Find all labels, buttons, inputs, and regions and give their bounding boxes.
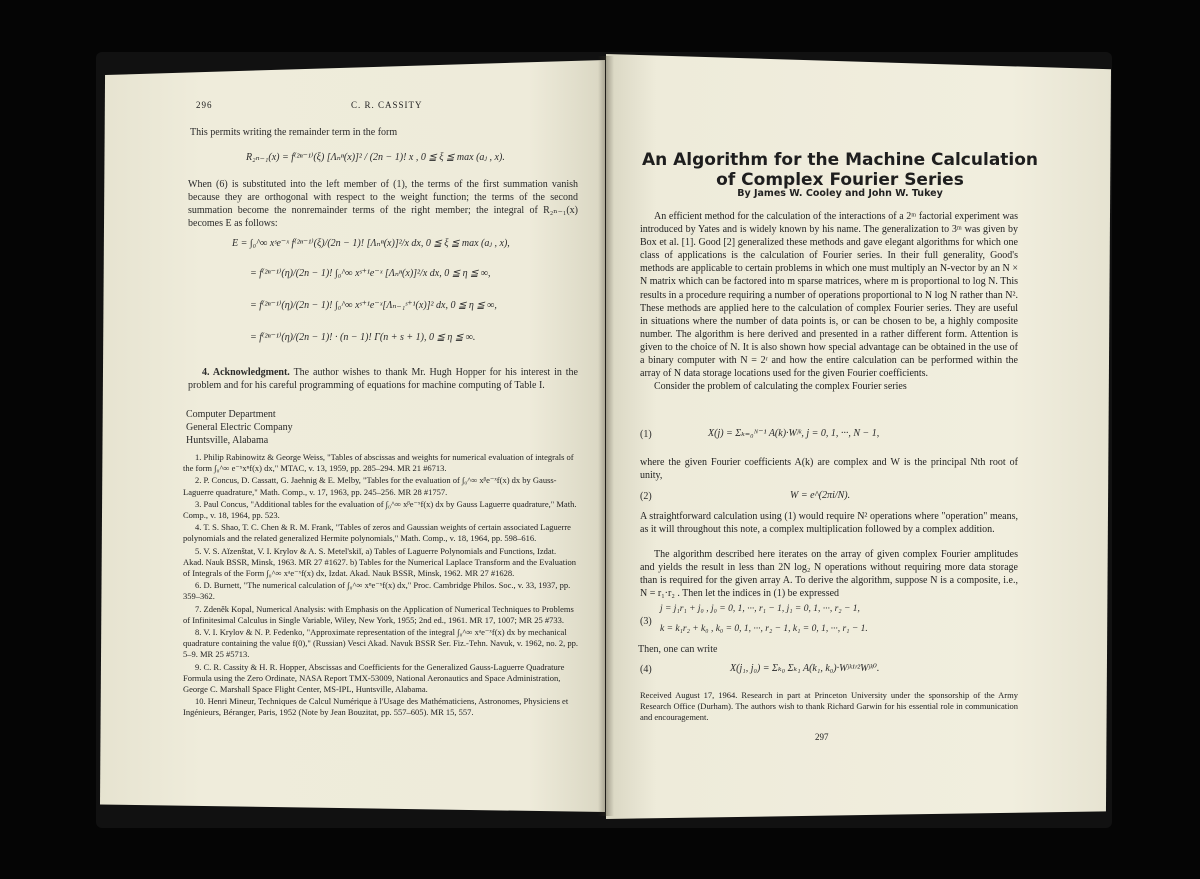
reference-item: 4. T. S. Shao, T. C. Chen & R. M. Frank, "Tables of zeros and Gaussian weights of certain associated Laguerre polynomials and the related generalized Hermite polynomials," Math. Comp., v. 18, 1964, pp. 598–616. [183, 522, 571, 544]
address-line-2: General Electric Company [186, 422, 293, 433]
abstract-text: An efficient method for the calculation of the interactions of a 2ᵐ factorial experiment was introduced by Yates and is widely known by his name. The generalization to 3ᵐ was given by Box et al. [1]. Good [2] generalized these methods and gave elegant algorithms for which one class of applications is the calculation of Fourier series. In their full generality, Good's methods are applicable to certain problems in which one must multiply an N-vector by an N × N matrix which can be factored into m sparse matrices, where m is proportional to log N. This results in a procedure requiring a number of operations proportional to N log N rather than N². These methods are applied here to the calculation of complex Fourier series. They are useful in situations where the number of data points is, or can be chosen to be, a highly composite number. The algorithm is here derived and presented in a rather different form. Attention is given to the choice of N. It is also shown how special advantage can be obtained in the use of a binary computer with N = 2ʳ and how the entire calculation can be performed within the array of N data storage locations used for the given Fourier coefficients. [640, 211, 1018, 380]
reference-item: 2. P. Concus, D. Cassatt, G. Jaehnig & E. Melby, "Tables for the evaluation of ∫₀^∞ xᵝe⁻ˣf(x) dx by Gauss-Laguerre quadrature," Math. Comp., v. 17, 1963, pp. 245–256. MR 28 #1757. [183, 475, 557, 497]
left-page-number: 296 [196, 100, 213, 110]
algorithm-paragraph [640, 548, 1018, 600]
algorithm-text: The algorithm described here iterates on the array of given complex Fourier amplitudes and yields the result in less than 2N log₂ N operations without requiring more data storage than is required for the given array A. To derive the algorithm, suppose N is a composite, i.e., N = r₁·r₂ . Then let the indices in (1) be expressed [640, 549, 1018, 600]
remainder-intro: This permits writing the remainder term in the form [190, 127, 398, 138]
equation-2: W = e^(2πi/N). [790, 490, 851, 501]
equation-1: X(j) = Σₖ₌₀ᴺ⁻¹ A(k)·Wʲᵏ, j = 0, 1, ···, N − 1, [708, 428, 880, 439]
operations-paragraph [640, 510, 1018, 536]
abstract-paragraph [640, 210, 1018, 393]
acknowledgment-paragraph [188, 366, 578, 392]
reference-item: 3. Paul Concus, "Additional tables for the evaluation of ∫₀^∞ xᵝe⁻ˣf(x) dx by Gauss Laguerre quadrature," Math. Comp., v. 18, 1964, pp. 523. [183, 498, 577, 521]
right-page-number: 297 [815, 732, 829, 742]
article-byline: By James W. Cooley and John W. Tukey [737, 188, 943, 199]
address-line-3: Huntsville, Alabama [186, 435, 269, 446]
eq2-label: (2) [640, 491, 652, 502]
reference-item: 7. Zdeněk Kopal, Numerical Analysis: with Emphasis on the Application of Numerical Techniques to Problems of Infinitesimal Calculus in Single Variable, Wiley, New York, 1955; 2nd ed., 1961. MR 17, 1007; MR 25 #733. [183, 603, 574, 625]
straightforward-text: A straightforward calculation using (1) would require N² operations where "operation" means, as it will throughout this note, a complex multiplication followed by a complex addition. [640, 511, 1018, 536]
where-text: where the given Fourier coefficients A(k) are complex and W is the principal Nth root of unity, [640, 457, 1018, 482]
equation-3-line-2: k = k₁r₂ + k₀ , k₀ = 0, 1, ···, r₂ − 1, k₁ = 0, 1, ···, r₁ − 1. [660, 624, 868, 634]
error-equation-line-4: = f⁽²ⁿ⁻¹⁾(η)/(2n − 1)! · (n − 1)! Γ(n + s + 1), 0 ≦ η ≦ ∞. [250, 332, 476, 343]
running-head: C. R. CASSITY [351, 100, 423, 110]
left-page-header [196, 100, 596, 110]
reference-item: 6. D. Burnett, "The numerical calculation of ∫₀^∞ xⁿe⁻ˣf(x) dx," Proc. Cambridge Philos. Soc., v. 33, 1937, pp. 359–362. [183, 580, 571, 602]
error-equation-line-3: = f⁽²ⁿ⁻¹⁾(η)/(2n − 1)! ∫₀^∞ xˢ⁺¹e⁻ˣ[Λₙ₋₁ˢ⁺¹(x)]² dx, 0 ≦ η ≦ ∞, [250, 300, 497, 311]
remainder-equation: R₂ₙ₋₁(x) = f⁽²ⁿ⁻¹⁾(ξ) [Λₙⁿ(x)]² / (2n − 1)! x , 0 ≦ ξ ≦ max (aⱼ , x). [246, 152, 505, 163]
where-paragraph [640, 456, 1018, 482]
equation-3-line-1: j = j₁r₁ + j₀ , j₀ = 0, 1, ···, r₁ − 1, j₁ = 0, 1, ···, r₂ − 1, [660, 604, 860, 614]
eq1-label: (1) [640, 429, 652, 440]
reference-item: 9. C. R. Cassity & H. R. Hopper, Abscissas and Coefficients for the Generalized Gauss-Laguerre Quadrature Formula using the Zero Ordinate, NASA Report TMX-53009, National Aeronautics and Space Administration, George C. Marshall Space Flight Center, MS-IPL, Huntsville, Alabama. [183, 661, 565, 695]
article-title: An Algorithm for the Machine Calculation of Complex Fourier Series [641, 150, 1039, 190]
consider-text: Consider the problem of calculating the complex Fourier series [654, 381, 907, 393]
then-text: Then, one can write [638, 644, 718, 655]
address-line-1: Computer Department [186, 409, 276, 420]
error-equation-line-1: E = ∫₀^∞ xˢe⁻ˣ f⁽²ⁿ⁻¹⁾(ξ)/(2n − 1)! [Λₙⁿ(x)]²/x dx, 0 ≦ ξ ≦ max (aⱼ , x), [232, 238, 510, 249]
acknowledgment-heading: 4. Acknowledgment. [202, 367, 290, 378]
received-footnote: Received August 17, 1964. Research in part at Princeton University under the sponsorship of the Army Research Office (Durham). The authors wish to thank Richard Garwin for his essential role in communication and encouragement. [640, 690, 1018, 722]
eq4-label: (4) [640, 664, 652, 675]
reference-list [183, 452, 578, 720]
equation-4: X(j₁, j₀) = Σₖ₀ Σₖ₁ A(k₁, k₀)·Wʲᵏ¹ʳ²Wʲᵏ⁰. [730, 663, 880, 674]
acknowledgment-text: The author wishes to thank Mr. Hugh Hopper for his interest in the problem and for his careful programming of equations for machine computing of Table I. [188, 367, 578, 391]
error-equation-line-2: = f⁽²ⁿ⁻¹⁾(η)/(2n − 1)! ∫₀^∞ xˢ⁺¹e⁻ˣ [Λₙⁿ(x)]²/x dx, 0 ≦ η ≦ ∞, [250, 268, 491, 279]
reference-item: 1. Philip Rabinowitz & George Weiss, "Tables of abscissas and weights for numerical evaluation of integrals of the form ∫₀^∞ e⁻ˣxⁿf(x) dx," MTAC, v. 13, 1959, pp. 285–294. MR 21 #6713. [183, 452, 574, 474]
reference-item: 10. Henri Mineur, Techniques de Calcul Numérique à l'Usage des Mathématiciens, Astronomes, Physiciens et Ingénieurs, Béranger, Paris, 1952 (Note by Jean Bouzitat, pp. 557–605). MR 15, 557. [183, 696, 569, 718]
eq3-label: (3) [640, 616, 652, 627]
reference-item: 8. V. I. Krylov & N. P. Fedenko, "Approximate representation of the integral ∫₀^∞ xᵃe⁻ˣf(x) dx by mechanical quadrature containing the value f(0)," (Russian) Vesci Akad. Navuk BSSR Ser. Fiz.-Tehn. Navuk, v. 1962, no. 2, pp. 5–9. MR 25 #5713. [183, 627, 578, 660]
book-gutter [598, 56, 614, 816]
substitution-paragraph: When (6) is substituted into the left member of (1), the terms of the first summation vanish because they are orthogonal with respect to the weight function; the terms of the second summation become the nonremainder terms of the right member; the integral of R₂ₙ₋₁(x) becomes E as follows: [188, 179, 578, 229]
author-address [186, 408, 386, 447]
reference-item: 5. V. S. Aĭzenštat, V. I. Krylov & A. S. Metel'skiĭ, a) Tables of Laguerre Polynomials and Functions, Izdat. Akad. Nauk BSSR, Minsk, 1963. MR 27 #1627. b) Tables for the Numerical Laplace Transform and the Evaluation of Integrals of the Form ∫₀^∞ xᵃe⁻ˣf(x) dx, Izdat. Akad. Nauk BSSR, Minsk, 1962. MR 27 #1628. [183, 545, 577, 579]
